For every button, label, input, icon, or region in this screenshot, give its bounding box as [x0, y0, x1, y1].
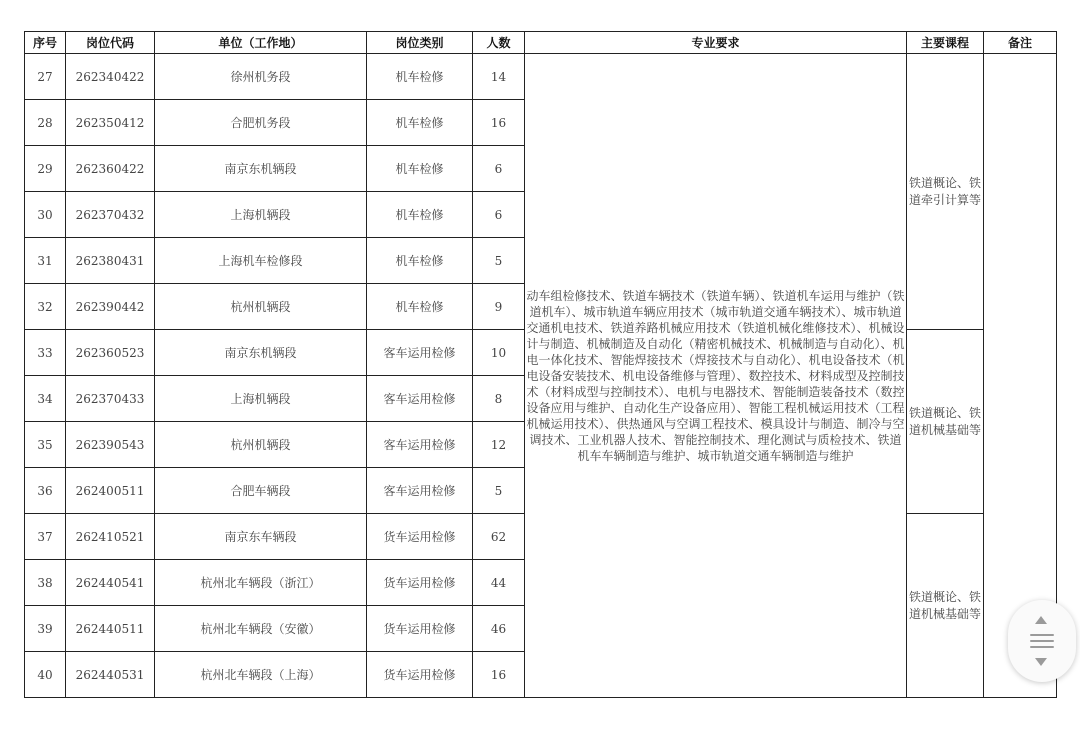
- header-unit: 单位（工作地）: [155, 32, 367, 54]
- header-code: 岗位代码: [66, 32, 155, 54]
- cell-count: 62: [473, 514, 525, 560]
- cell-count: 12: [473, 422, 525, 468]
- cell-no: 27: [25, 54, 66, 100]
- cell-code: 262360422: [66, 146, 155, 192]
- cell-no: 34: [25, 376, 66, 422]
- cell-unit: 杭州机辆段: [155, 422, 367, 468]
- cell-unit: 杭州北车辆段（浙江）: [155, 560, 367, 606]
- cell-code: 262340422: [66, 54, 155, 100]
- cell-count: 16: [473, 652, 525, 698]
- cell-no: 39: [25, 606, 66, 652]
- menu-line-icon: [1030, 634, 1054, 636]
- header-row: [25, 32, 1057, 54]
- cell-no: 33: [25, 330, 66, 376]
- header-no: 序号: [25, 32, 66, 54]
- cell-unit: 合肥机务段: [155, 100, 367, 146]
- menu-line-icon: [1030, 640, 1054, 642]
- cell-count: 16: [473, 100, 525, 146]
- cell-no: 40: [25, 652, 66, 698]
- cell-category: 货车运用检修: [367, 652, 473, 698]
- cell-category: 机车检修: [367, 100, 473, 146]
- cell-no: 29: [25, 146, 66, 192]
- cell-category: 机车检修: [367, 238, 473, 284]
- cell-count: 6: [473, 192, 525, 238]
- cell-unit: 上海机辆段: [155, 376, 367, 422]
- cell-no: 30: [25, 192, 66, 238]
- cell-category: 客车运用检修: [367, 376, 473, 422]
- cell-unit: 合肥车辆段: [155, 468, 367, 514]
- cell-unit: 上海机辆段: [155, 192, 367, 238]
- cell-count: 5: [473, 468, 525, 514]
- cell-courses-freight: 铁道概论、铁道机械基础等: [907, 514, 984, 698]
- cell-count: 10: [473, 330, 525, 376]
- cell-category: 货车运用检修: [367, 606, 473, 652]
- cell-courses-locomotive: 铁道概论、铁道牵引计算等: [907, 54, 984, 330]
- cell-no: 37: [25, 514, 66, 560]
- header-count: 人数: [473, 32, 525, 54]
- cell-unit: 上海机车检修段: [155, 238, 367, 284]
- cell-code: 262400511: [66, 468, 155, 514]
- cell-count: 9: [473, 284, 525, 330]
- recruitment-table: [24, 31, 1057, 698]
- cell-no: 35: [25, 422, 66, 468]
- cell-code: 262440541: [66, 560, 155, 606]
- header-courses: 主要课程: [907, 32, 984, 54]
- cell-count: 5: [473, 238, 525, 284]
- scroll-up-icon[interactable]: [1035, 616, 1047, 624]
- scroll-widget[interactable]: [1008, 600, 1076, 682]
- cell-unit: 杭州机辆段: [155, 284, 367, 330]
- cell-code: 262380431: [66, 238, 155, 284]
- cell-code: 262390442: [66, 284, 155, 330]
- cell-count: 46: [473, 606, 525, 652]
- cell-unit: 杭州北车辆段（上海）: [155, 652, 367, 698]
- menu-line-icon: [1030, 646, 1054, 648]
- scroll-down-icon[interactable]: [1035, 658, 1047, 666]
- cell-unit: 南京东机辆段: [155, 330, 367, 376]
- cell-requirement: 动车组检修技术、铁道车辆技术（铁道车辆）、铁道机车运用与维护（铁道机车）、城市轨道车辆应用技术（城市轨道交通车辆技术）、城市轨道交通机电技术、铁道养路机械应用技术（铁道机械化维修技术）、机械设计与制造、机械制造及自动化（精密机械技术、机械制造与自动化）、机电一体化技术、智能焊接技术（焊接技术与自动化）、机电设备技术（机电设备安装技术、机电设备维修与管理）、数控技术、材料成型及控制技术（材料成型与控制技术）、电机与电器技术、智能制造装备技术（数控设备应用与维护、自动化生产设备应用）、智能工程机械运用技术（工程机械运用技术）、供热通风与空调工程技术、模具设计与制造、制冷与空调技术、工业机器人技术、智能控制技术、理化测试与质检技术、铁道机车车辆制造与维护、城市轨道交通车辆制造与维护: [525, 54, 907, 698]
- cell-no: 36: [25, 468, 66, 514]
- cell-no: 32: [25, 284, 66, 330]
- cell-unit: 徐州机务段: [155, 54, 367, 100]
- cell-code: 262360523: [66, 330, 155, 376]
- cell-category: 客车运用检修: [367, 468, 473, 514]
- cell-code: 262370433: [66, 376, 155, 422]
- cell-code: 262440511: [66, 606, 155, 652]
- cell-category: 机车检修: [367, 146, 473, 192]
- cell-courses-passenger: 铁道概论、铁道机械基础等: [907, 330, 984, 514]
- table-row: [25, 54, 1057, 100]
- cell-count: 44: [473, 560, 525, 606]
- cell-category: 货车运用检修: [367, 514, 473, 560]
- cell-code: 262370432: [66, 192, 155, 238]
- cell-count: 6: [473, 146, 525, 192]
- cell-no: 28: [25, 100, 66, 146]
- cell-category: 客车运用检修: [367, 330, 473, 376]
- cell-count: 8: [473, 376, 525, 422]
- cell-category: 机车检修: [367, 54, 473, 100]
- cell-code: 262350412: [66, 100, 155, 146]
- cell-code: 262440531: [66, 652, 155, 698]
- cell-no: 31: [25, 238, 66, 284]
- cell-code: 262390543: [66, 422, 155, 468]
- cell-unit: 南京东机辆段: [155, 146, 367, 192]
- cell-no: 38: [25, 560, 66, 606]
- header-category: 岗位类别: [367, 32, 473, 54]
- header-requirement: 专业要求: [525, 32, 907, 54]
- cell-unit: 南京东车辆段: [155, 514, 367, 560]
- cell-category: 客车运用检修: [367, 422, 473, 468]
- cell-category: 机车检修: [367, 192, 473, 238]
- cell-category: 货车运用检修: [367, 560, 473, 606]
- header-note: 备注: [984, 32, 1057, 54]
- cell-count: 14: [473, 54, 525, 100]
- cell-code: 262410521: [66, 514, 155, 560]
- cell-category: 机车检修: [367, 284, 473, 330]
- cell-unit: 杭州北车辆段（安徽）: [155, 606, 367, 652]
